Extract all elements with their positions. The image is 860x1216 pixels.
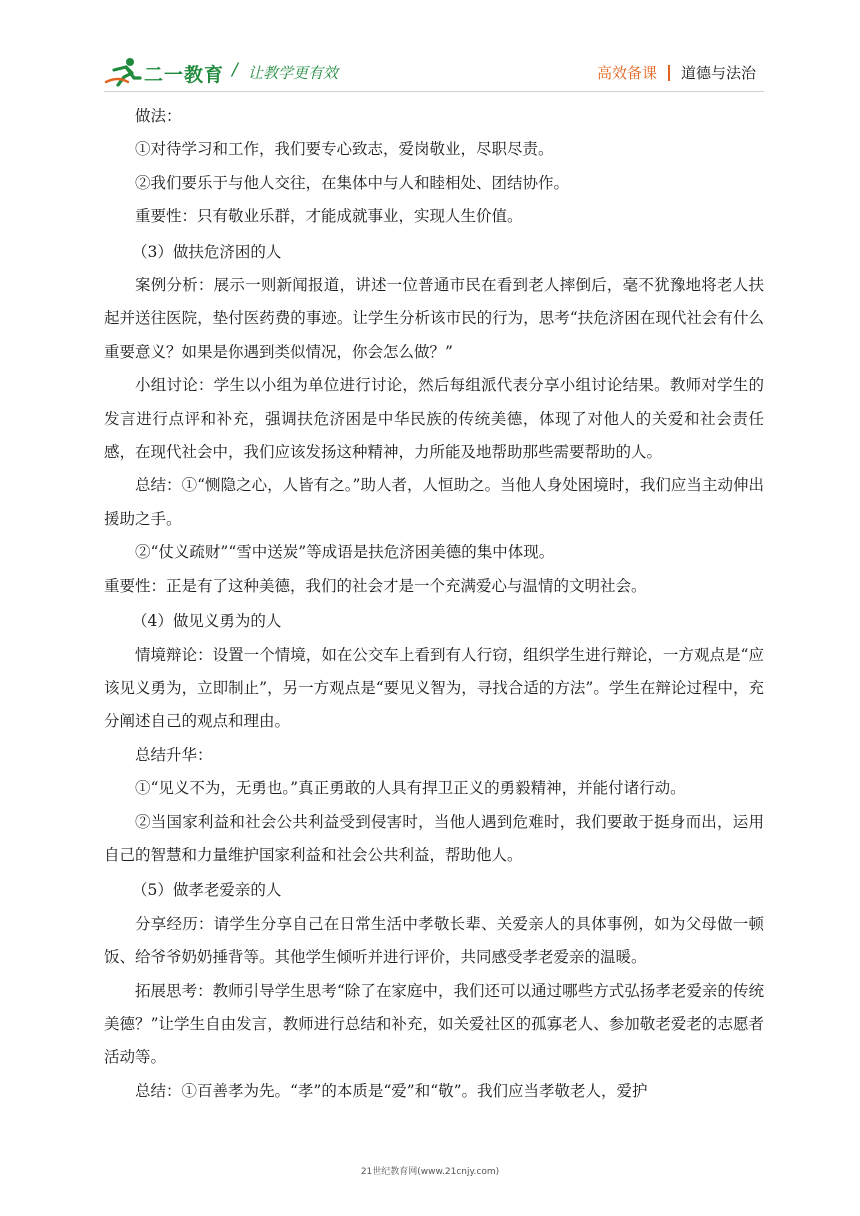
paragraph: ②我们要乐于与他人交往，在集体中与人和睦相处、团结协作。 [135, 173, 570, 192]
paragraph: 重要性：只有敬业乐群，才能成就事业，实现人生价值。 [135, 207, 523, 226]
paragraph: 总结：①百善孝为先。“孝”的本质是“爱”和“敬”。我们应当孝敬老人，爱护 [135, 1081, 648, 1100]
paragraph: （3）做扶危济困的人 [132, 242, 282, 261]
logo-name: 二一教育 [144, 64, 225, 86]
logo-slogan: 让教学更有效 [248, 64, 339, 82]
header-divider [668, 65, 670, 81]
paragraph: 重要性：正是有了这种美德，我们的社会才是一个充满爱心与温情的文明社会。 [104, 576, 647, 595]
paragraph: 情境辩论：设置一个情境，如在公交车上看到有人行窃，组织学生进行辩论，一方观点是“应该见义勇为，立即制止”，另一方观点是“要见义智为，寻找合适的方法”。学生在辩论过程中，充分阐述自己的观点和理由。 [104, 645, 764, 731]
paragraph: 案例分析：展示一则新闻报道，讲述一位普通市民在看到老人摔倒后，毫不犹豫地将老人扶起并送往医院，垫付医药费的事迹。让学生分析该市民的行为，思考“扶危济困在现代社会有什么重要意义？如果是你遇到类似情况，你会怎么做？” [104, 276, 764, 361]
document-body [104, 100, 764, 1108]
course-label: 高效备课 [596, 64, 657, 82]
logo [104, 56, 344, 90]
header-rule [104, 91, 764, 92]
paragraph: ①对待学习和工作，我们要专心致志，爱岗敬业，尽职尽责。 [135, 140, 554, 159]
paragraph: （5）做孝老爱亲的人 [132, 881, 282, 900]
header-course-info [597, 62, 756, 83]
paragraph: 做法： [135, 107, 182, 125]
paragraph: （4）做见义勇为的人 [132, 612, 282, 631]
paragraph: ②当国家利益和社会公共利益受到侵害时，当他人遇到危难时，我们要敢于挺身而出，运用自己的智慧和力量维护国家利益和社会公共利益，帮助他人。 [104, 812, 764, 864]
paragraph: ②“仗义疏财”“雪中送炭”等成语是扶危济困美德的集中体现。 [135, 543, 555, 562]
subject-label: 道德与法治 [680, 64, 756, 82]
footer-text: 21世纪教育网(www.21cnjy.com) [360, 1167, 500, 1177]
page-header [0, 0, 860, 96]
paragraph: 小组讨论：学生以小组为单位进行讨论，然后每组派代表分享小组讨论结果。教师对学生的发言进行点评和补充，强调扶危济困是中华民族的传统美德，体现了对他人的关爱和社会责任感，在现代社会中，我们应该发扬这种精神，力所能及地帮助那些需要帮助的人。 [104, 376, 764, 462]
logo-slash: / [232, 60, 238, 80]
paragraph: ①“见义不为，无勇也。”真正勇敢的人具有捍卫正义的勇毅精神，并能付诸行动。 [135, 779, 686, 798]
paragraph: 分享经历：请学生分享自己在日常生活中孝敬长辈、关爱亲人的具体事例，如为父母做一顿饭、给爷爷奶奶捶背等。其他学生倾听并进行评价，共同感受孝老爱亲的温暖。 [104, 914, 764, 967]
paragraph: 总结升华： [135, 745, 213, 764]
paragraph: 总结：①“恻隐之心，人皆有之。”助人者，人恒助之。当他人身处困境时，我们应当主动伸出援助之手。 [104, 476, 764, 528]
running-figure-icon [104, 56, 142, 88]
page-footer [0, 1164, 860, 1177]
paragraph: 拓展思考：教师引导学生思考“除了在家庭中，我们还可以通过哪些方式弘扬孝老爱亲的传统美德？”让学生自由发言，教师进行总结和补充，如关爱社区的孤寡老人、参加敬老爱老的志愿者活动等。 [104, 981, 764, 1067]
